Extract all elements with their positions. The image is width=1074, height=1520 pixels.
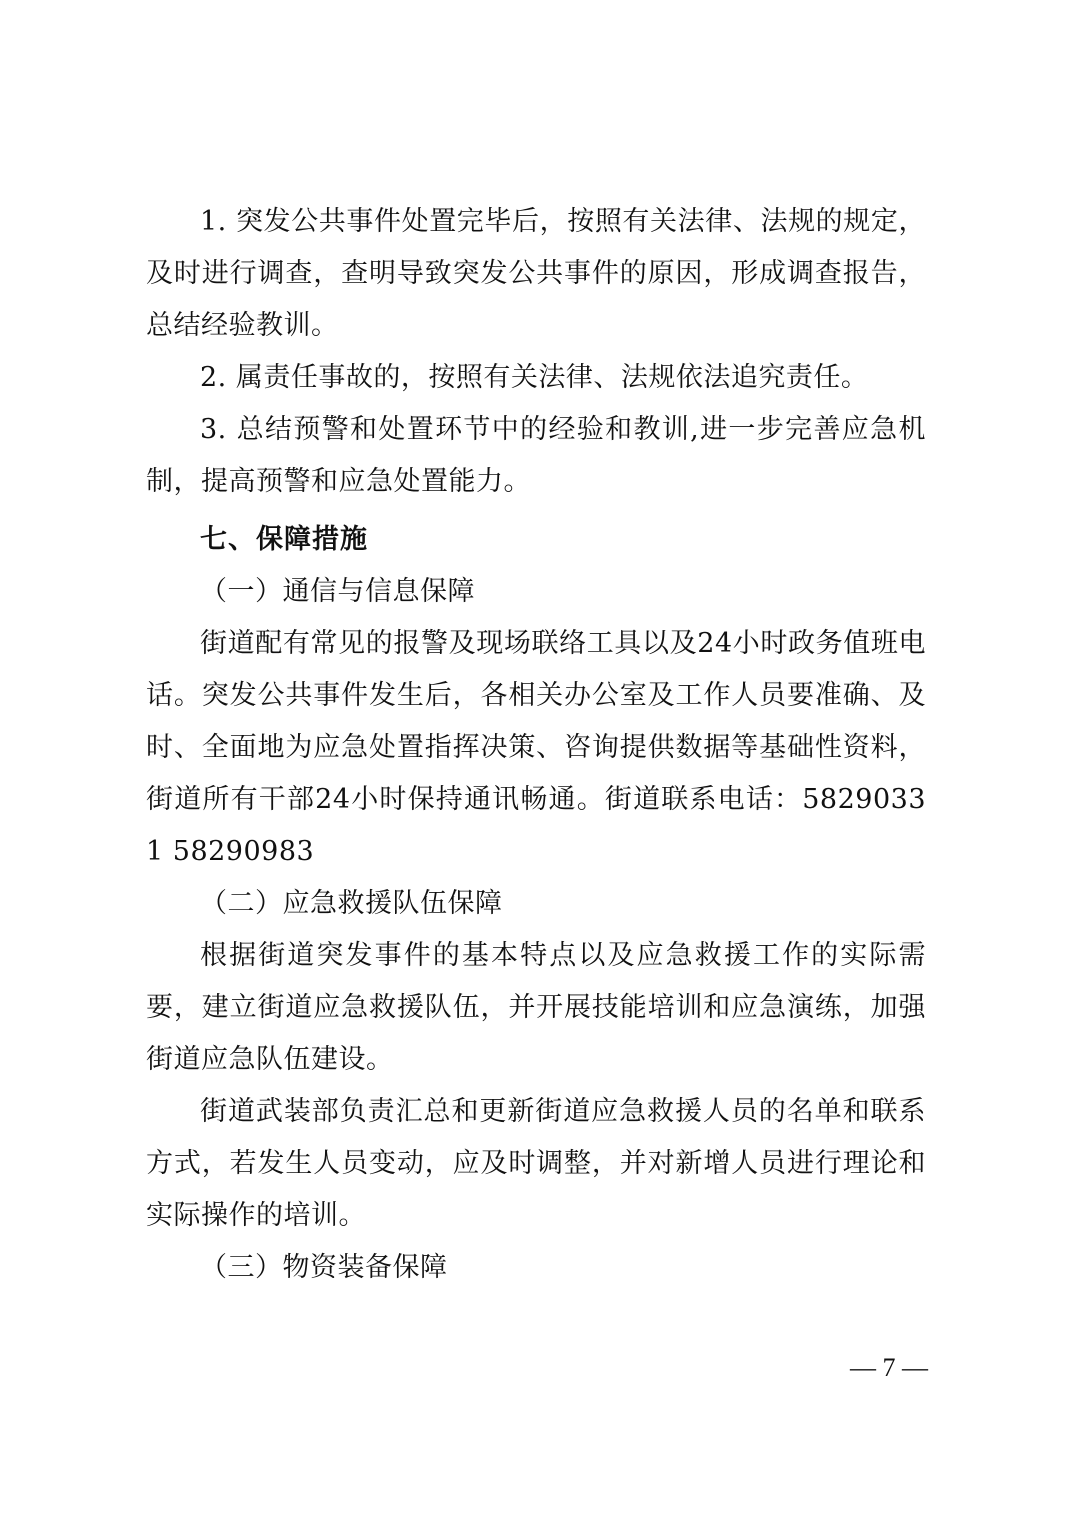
paragraph-3: 3. 总结预警和处置环节中的经验和教训,进一步完善应急机制，提高预警和应急处置能力。 bbox=[146, 414, 926, 497]
section-heading: 七、保障措施 bbox=[200, 524, 368, 555]
paragraph-2: 2. 属责任事故的，按照有关法律、法规依法追究责任。 bbox=[200, 362, 869, 393]
paragraph-1: 1. 突发公共事件处置完毕后，按照有关法律、法规的规定，及时进行调查，查明导致突发公共事件的原因，形成调查报告，总结经验教训。 bbox=[146, 206, 926, 341]
page-number: — 7 — bbox=[850, 1353, 928, 1382]
subsection-title-3: （三）物资装备保障 bbox=[200, 1252, 448, 1283]
subsection-text-2b: 街道武装部负责汇总和更新街道应急救援人员的名单和联系方式，若发生人员变动，应及时调整，并对新增人员进行理论和实际操作的培训。 bbox=[146, 1096, 926, 1231]
document-body bbox=[146, 196, 926, 1294]
subsection-text-1: 街道配有常见的报警及现场联络工具以及24小时政务值班电话。突发公共事件发生后，各相关办公室及工作人员要准确、及时、全面地为应急处置指挥决策、咨询提供数据等基础性资料，街道所有干部24小时保持通讯畅通。街道联系电话：58290331 58290983 bbox=[146, 628, 926, 867]
subsection-title-1: （一）通信与信息保障 bbox=[200, 576, 475, 607]
subsection-text-2a: 根据街道突发事件的基本特点以及应急救援工作的实际需要，建立街道应急救援队伍，并开展技能培训和应急演练，加强街道应急队伍建设。 bbox=[146, 940, 926, 1075]
subsection-title-2: （二）应急救援队伍保障 bbox=[200, 888, 503, 919]
